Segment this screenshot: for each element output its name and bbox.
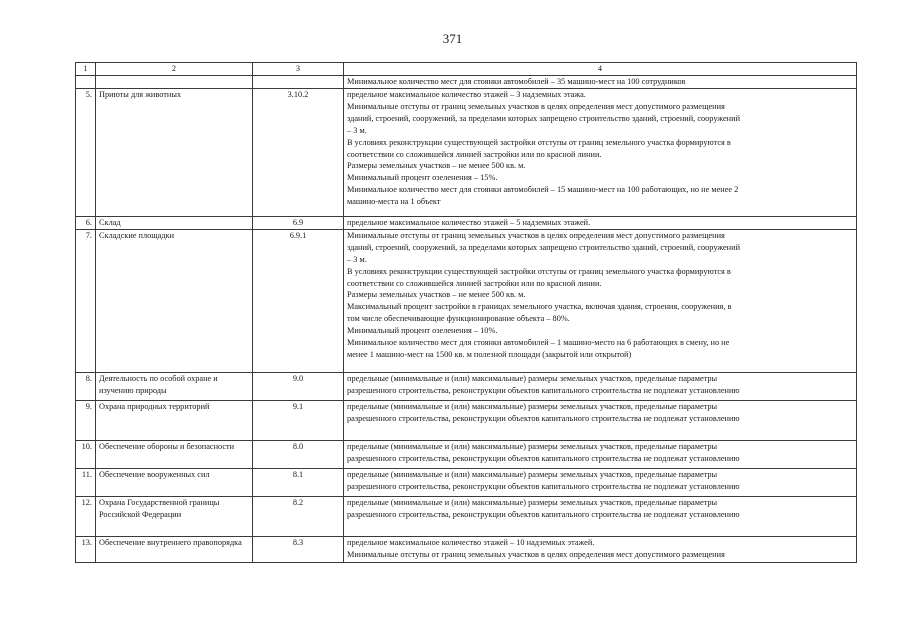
row-number: 5. xyxy=(76,89,96,217)
parameter-line: предельное максимальное количество этажей – 3 надземных этажа. xyxy=(347,90,586,99)
usage-type-name: Склад xyxy=(96,217,253,230)
row-number: 8. xyxy=(76,372,96,400)
parameter-line: Минимальные отступы от границ земельных участков в целях определения мест допустимого размещения xyxy=(347,230,725,240)
parameter-line: предельные (минимальные и (или) максимальные) размеры земельных участков, предельные параметры xyxy=(347,441,718,451)
parameters-cell xyxy=(344,496,857,536)
table-row xyxy=(76,229,857,372)
parameter-line: предельные (минимальные и (или) максимальные) размеры земельных участков, предельные параметры xyxy=(347,401,718,411)
column-header-2: 2 xyxy=(96,63,253,76)
row-number: 6. xyxy=(76,217,96,230)
parameters-cell xyxy=(344,229,857,372)
usage-type-code: 8.0 xyxy=(253,440,344,468)
row-number: 7. xyxy=(76,229,96,372)
usage-type-name xyxy=(96,76,253,89)
parameters-cell xyxy=(344,89,857,217)
parameter-line: разрешенного строительства, реконструкции объектов капитального строительства не подлежат установлению xyxy=(347,453,740,463)
parameter-line: соответствии со сложившейся линией застройки или по красной линии. xyxy=(347,149,602,159)
table-header-row xyxy=(76,63,857,76)
table-row xyxy=(76,536,857,562)
usage-type-name: Складские площадки xyxy=(96,229,253,372)
usage-type-code: 3.10.2 xyxy=(253,89,344,217)
usage-type-code xyxy=(253,76,344,89)
row-number: 12. xyxy=(76,496,96,536)
usage-type-name: Охрана Государственной границы Российской Федерации xyxy=(96,496,253,536)
parameter-line: Минимальные отступы от границ земельных участков в целях определения мест допустимого размещения xyxy=(347,549,725,559)
parameter-line: В условиях реконструкции существующей застройки отступы от границ земельного участка формируются в xyxy=(347,137,731,147)
row-number: 9. xyxy=(76,400,96,440)
parameter-line: Размеры земельных участков – не менее 500 кв. м. xyxy=(347,161,526,171)
parameters-cell xyxy=(344,536,857,562)
column-header-3: 3 xyxy=(253,63,344,76)
usage-type-code: 8.1 xyxy=(253,468,344,496)
table-row xyxy=(76,468,857,496)
parameter-line: предельные (минимальные и (или) максимальные) размеры земельных участков, предельные параметры xyxy=(347,469,718,479)
parameter-line: машино-места на 1 объект xyxy=(347,197,441,207)
column-header-4: 4 xyxy=(344,63,857,76)
parameter-line: Максимальный процент застройки в границах земельного участка, включая здания, строения, сооружения, в xyxy=(347,302,732,312)
table-row xyxy=(76,217,857,230)
usage-type-code: 6.9 xyxy=(253,217,344,230)
page-number: 371 xyxy=(442,31,463,46)
parameter-line: предельное максимальное количество этажей – 10 надземных этажей. xyxy=(347,537,595,547)
parameter-line: Размеры земельных участков – не менее 500 кв. м. xyxy=(347,290,526,300)
parameters-cell xyxy=(344,400,857,440)
usage-type-code: 6.9.1 xyxy=(253,229,344,372)
parameter-line: зданий, строений, сооружений, за пределами которых запрещено строительство зданий, строений, сооружений xyxy=(347,242,741,252)
parameter-line: – 3 м. xyxy=(347,254,367,264)
row-number: 13. xyxy=(76,536,96,562)
table-row xyxy=(76,372,857,400)
usage-type-name: Обеспечение вооруженных сил xyxy=(96,468,253,496)
parameter-line: разрешенного строительства, реконструкции объектов капитального строительства не подлежат установлению xyxy=(347,481,740,491)
usage-type-name: Приюты для животных xyxy=(96,89,253,217)
regulations-table xyxy=(75,62,857,563)
row-number xyxy=(76,76,96,89)
usage-type-code: 8.2 xyxy=(253,496,344,536)
parameters-cell xyxy=(344,468,857,496)
parameter-line: Минимальное количество мест для стоянки автомобилей – 1 машино-место на 6 работающих в смену, но не xyxy=(347,338,730,348)
parameter-line: Минимальное количество мест для стоянки автомобилей – 15 машино-мест на 100 работающих, но не менее 2 xyxy=(347,185,739,195)
parameters-cell xyxy=(344,440,857,468)
parameter-line: предельные (минимальные и (или) максимальные) размеры земельных участков, предельные параметры xyxy=(347,497,718,507)
usage-type-code: 8.3 xyxy=(253,536,344,562)
parameter-line: менее 1 машино-мест на 1500 кв. м полезной площади (закрытой или открытой) xyxy=(347,349,632,359)
table-row xyxy=(76,496,857,536)
usage-type-name: Охрана природных территорий xyxy=(96,400,253,440)
parameter-line: том числе обеспечивающие функционирование объекта – 80%. xyxy=(347,314,570,324)
usage-type-name: Обеспечение внутреннего правопорядка xyxy=(96,536,253,562)
parameter-line: Минимальное количество мест для стоянки автомобилей – 35 машино-мест на 100 сотрудников xyxy=(347,77,686,86)
parameter-line: предельное максимальное количество этажей – 5 надземных этажей. xyxy=(347,218,591,227)
usage-type-code: 9.0 xyxy=(253,372,344,400)
usage-type-name: Обеспечение обороны и безопасности xyxy=(96,440,253,468)
parameter-line: разрешенного строительства, реконструкции объектов капитального строительства не подлежат установлению xyxy=(347,413,740,423)
row-number: 11. xyxy=(76,468,96,496)
row-number: 10. xyxy=(76,440,96,468)
parameter-line: соответствии со сложившейся линией застройки или по красной линии. xyxy=(347,278,602,288)
parameters-cell xyxy=(344,76,857,89)
usage-type-code: 9.1 xyxy=(253,400,344,440)
parameter-line: Минимальный процент озеленения – 15%. xyxy=(347,173,498,183)
parameter-line: разрешенного строительства, реконструкции объектов капитального строительства не подлежат установлению xyxy=(347,509,740,519)
table-row xyxy=(76,440,857,468)
parameter-line: – 3 м. xyxy=(347,125,367,135)
usage-type-name: Деятельность по особой охране и изучению природы xyxy=(96,372,253,400)
column-header-1: 1 xyxy=(76,63,96,76)
table-row xyxy=(76,400,857,440)
table-body xyxy=(76,76,857,563)
parameters-cell xyxy=(344,372,857,400)
parameter-line: предельные (минимальные и (или) максимальные) размеры земельных участков, предельные параметры xyxy=(347,373,718,383)
parameter-line: Минимальный процент озеленения – 10%. xyxy=(347,326,498,336)
parameter-line: разрешенного строительства, реконструкции объектов капитального строительства не подлежат установлению xyxy=(347,385,740,395)
table-row xyxy=(76,89,857,217)
parameter-line: Минимальные отступы от границ земельных участков в целях определения мест допустимого размещения xyxy=(347,101,725,111)
parameter-line: В условиях реконструкции существующей застройки отступы от границ земельного участка формируются в xyxy=(347,266,731,276)
parameter-line: зданий, строений, сооружений, за пределами которых запрещено строительство зданий, строений, сооружений xyxy=(347,113,741,123)
table-row xyxy=(76,76,857,89)
parameters-cell xyxy=(344,217,857,230)
